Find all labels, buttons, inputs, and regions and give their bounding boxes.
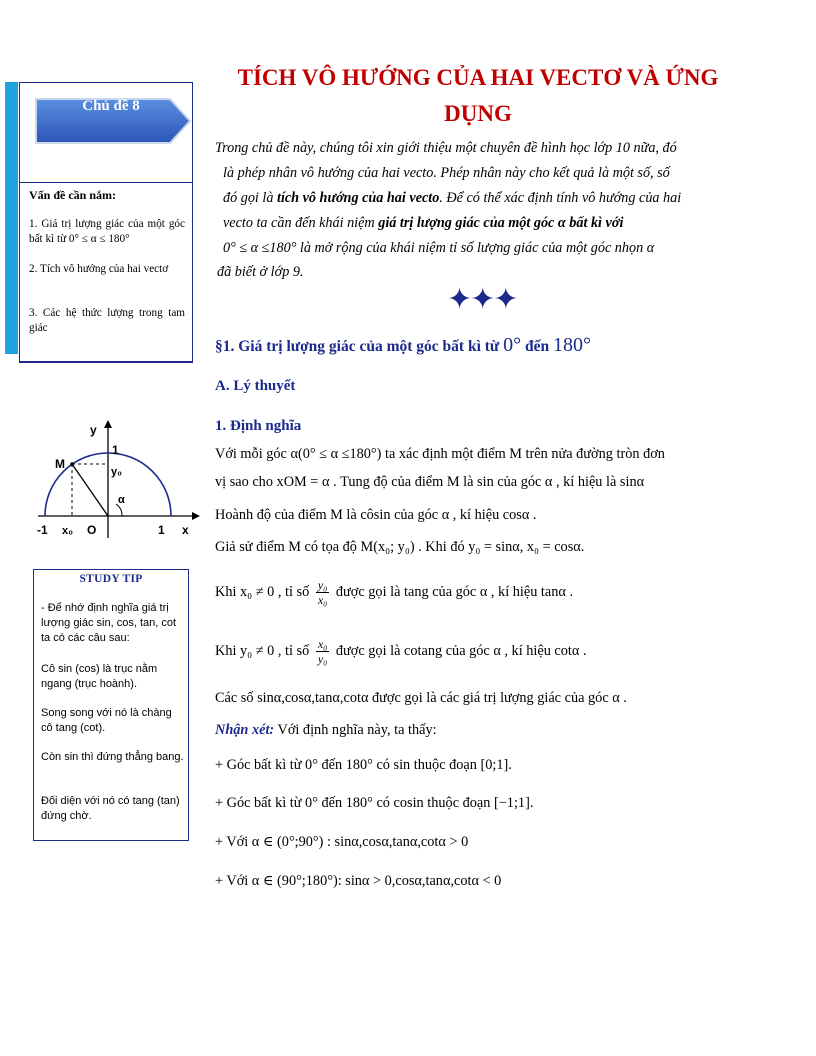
remark-point-4: + Với α ∈ (90°;180°): sinα > 0,cosα,tanα,cotα < 0 bbox=[215, 873, 502, 889]
definition-heading: 1. Định nghĩa bbox=[215, 418, 302, 434]
sidebar-item-2: 2. Tích vô hướng của hai vectơ bbox=[29, 263, 169, 275]
ornament-stars: ✦✦✦ bbox=[447, 283, 517, 316]
study-tip-item-1: - Để nhớ định nghĩa giá trị lượng giác sin, cos, tan, cot ta có các câu sau: bbox=[41, 602, 177, 644]
fig-o-label: O bbox=[87, 523, 97, 537]
def-line-2: vị sao cho xOM = α . Tung độ của điểm M là sin của góc α , kí hiệu là sinα bbox=[215, 474, 645, 490]
def-line-4: Giả sử điểm M có tọa độ M(x₀; y₀) . Khi đó y₀ = sinα, x₀ = cosα. bbox=[215, 539, 585, 555]
intro-text: đó gọi là bbox=[223, 190, 277, 206]
def-line-1: Với mỗi góc α(0° ≤ α ≤180°) ta xác định một điểm M trên nửa đường tròn đơn bbox=[215, 446, 665, 462]
intro-line-5: 0° ≤ α ≤180° là mở rộng của khái niệm tỉ số lượng giác của một góc nhọn α bbox=[223, 240, 655, 256]
sidebar-divider bbox=[19, 362, 193, 363]
fig-alpha-label: α bbox=[118, 494, 125, 506]
section-heading bbox=[215, 334, 591, 357]
fig-one-top: 1 bbox=[112, 443, 119, 457]
fig-y-label: y bbox=[90, 423, 97, 437]
tan-definition bbox=[215, 578, 573, 607]
section-heading-start: 0° bbox=[503, 334, 522, 356]
intro-line-3 bbox=[223, 190, 681, 207]
cot-numerator: x₀ bbox=[317, 637, 328, 651]
intro-term-trig-value: giá trị lượng giác của một góc α bất kì với bbox=[378, 215, 624, 231]
trig-values-line: Các số sinα,cosα,tanα,cotα được gọi là các giá trị lượng giác của góc α . bbox=[215, 690, 627, 706]
cot-denominator: y₀ bbox=[317, 652, 328, 666]
intro-line-6: đã biết ở lớp 9. bbox=[217, 264, 304, 280]
remark-label: Nhận xét: bbox=[215, 722, 275, 738]
section-heading-text: §1. Giá trị lượng giác của một góc bất kì từ bbox=[215, 338, 504, 355]
section-heading-end: 180° bbox=[552, 334, 591, 356]
study-tip-item-4: Còn sin thì đứng thẳng bang. bbox=[41, 751, 184, 763]
topic-badge-label: Chủ đề 8 bbox=[82, 98, 140, 114]
cot-text-a: Khi y₀ ≠ 0 , tỉ số bbox=[215, 642, 310, 659]
intro-text: vecto ta cần đến khái niệm bbox=[223, 215, 379, 231]
fig-neg1-label: -1 bbox=[37, 523, 48, 537]
sidebar-item-3: 3. Các hệ thức lượng trong tam giác bbox=[29, 307, 185, 334]
tan-fraction bbox=[316, 578, 330, 607]
tan-numerator: y₀ bbox=[317, 578, 328, 592]
section-heading-mid: đến bbox=[521, 338, 553, 355]
unit-semicircle-figure bbox=[30, 418, 200, 543]
intro-text: . Để có thể xác định tính vô hướng của hai bbox=[439, 190, 682, 206]
cot-definition bbox=[215, 637, 587, 666]
tan-text-a: Khi x₀ ≠ 0 , tỉ số bbox=[215, 583, 310, 600]
theory-heading: A. Lý thuyết bbox=[215, 378, 296, 394]
tan-text-b: được gọi là tang của góc α , kí hiệu tanα . bbox=[335, 583, 574, 600]
study-tip-item-3: Song song với nó là chàng cô tang (cot). bbox=[41, 707, 172, 734]
fig-m-label: M bbox=[55, 457, 65, 471]
sidebar-accent-bar bbox=[5, 82, 18, 354]
def-line-3: Hoành độ của điểm M là côsin của góc α , kí hiệu cosα . bbox=[215, 507, 537, 523]
study-tip-item-5: Đối diện với nó có tang (tan) đứng chờ. bbox=[41, 795, 180, 822]
fig-x-label: x bbox=[182, 523, 189, 537]
remark-point-1: + Góc bất kì từ 0° đến 180° có sin thuộc đoạn [0;1]. bbox=[215, 757, 512, 773]
study-tip-item-2: Cô sin (cos) là trục nằm ngang (trục hoành). bbox=[41, 663, 158, 690]
page-title-line-2: DỤNG bbox=[444, 101, 512, 126]
study-tip-title: STUDY TIP bbox=[79, 573, 143, 585]
sidebar-item-1: 1. Giá trị lượng giác của một góc bất kì từ 0° ≤ α ≤ 180° bbox=[29, 218, 185, 245]
page-title-line-1: TÍCH VÔ HƯỚNG CỦA HAI VECTƠ VÀ ỨNG bbox=[237, 65, 719, 90]
intro-line-2: là phép nhân vô hướng của hai vecto. Phép nhân này cho kết quả là một số, số bbox=[223, 165, 670, 181]
remark-point-3: + Với α ∈ (0°;90°) : sinα,cosα,tanα,cotα > 0 bbox=[215, 834, 469, 850]
remark-line bbox=[215, 722, 437, 739]
intro-term-dot-product: tích vô hướng của hai vecto bbox=[277, 190, 440, 206]
sidebar-heading: Vấn đề cần nắm: bbox=[29, 188, 117, 202]
cot-fraction bbox=[316, 637, 330, 666]
cot-text-b: được gọi là cotang của góc α , kí hiệu cotα . bbox=[335, 642, 587, 659]
remark-point-2: + Góc bất kì từ 0° đến 180° có cosin thuộc đoạn [−1;1]. bbox=[215, 795, 534, 811]
fig-x0-label: x₀ bbox=[62, 525, 74, 537]
remark-text: Với định nghĩa này, ta thấy: bbox=[274, 722, 437, 738]
tan-denominator: x₀ bbox=[317, 593, 328, 607]
fig-one-right: 1 bbox=[158, 523, 165, 537]
fig-y0-label: y₀ bbox=[111, 466, 123, 478]
intro-line-4 bbox=[223, 215, 623, 232]
intro-line-1: Trong chủ đề này, chúng tôi xin giới thiệu một chuyên đề hình học lớp 10 nữa, đó bbox=[215, 140, 677, 156]
